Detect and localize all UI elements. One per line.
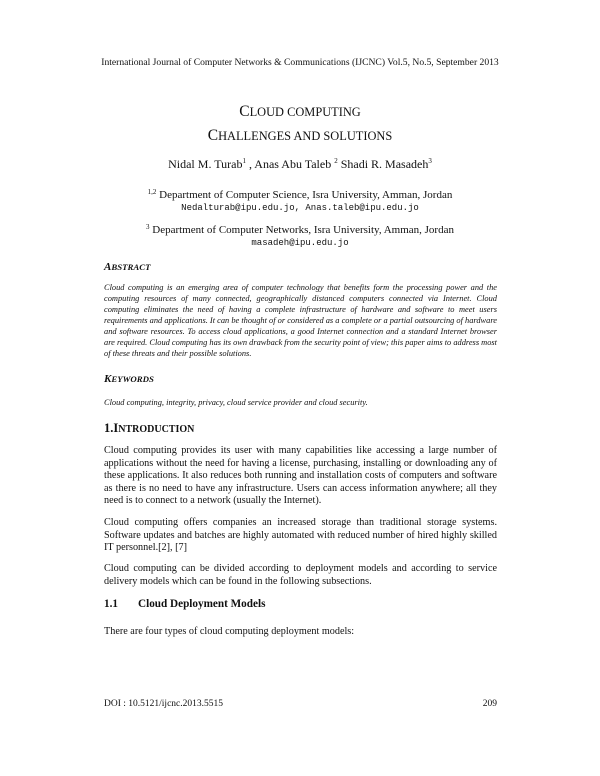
keywords-text: Cloud computing, integrity, privacy, cloud service provider and cloud security. <box>104 398 368 407</box>
affiliation-2: $^3$ Department of Computer Networks, Isra University, Amman, Jordan masadeh@ipu.edu.jo <box>0 221 600 250</box>
affiliation-1: $^{1,2}$ Department of Computer Science, Isra University, Amman, Jordan Nedalturab@ipu.edu.jo, Anas.taleb@ipu.edu.jo <box>0 186 600 215</box>
author-2: , Anas Abu Taleb <box>245 157 335 171</box>
title-line-1: CLOUD COMPUTING <box>239 103 361 120</box>
doi-label: DOI : 10.5121/ijcnc.2013.5515 <box>104 699 224 709</box>
subsection-heading: 1.1 Cloud Deployment Models <box>104 598 266 610</box>
affiliation-2-email: masadeh@ipu.edu.jo <box>251 238 349 248</box>
page-number: 209 <box>482 699 497 709</box>
subsection-text: There are four types of cloud computing deployment models: <box>104 626 355 637</box>
abstract-heading: ABSTRACT <box>104 261 151 273</box>
intro-paragraph-1: Cloud computing provides its user with many capabilities like accessing a large number of applications without the need for having a license, purchasing, installing or downloading any of these applications. It also reduces both running and installation costs of computers and software as there is no need to have any infrastructure. Users can access information anywhere; all they need is to connect to a network (usually the Internet). <box>104 445 497 507</box>
author-3: Shadi R. Masadeh <box>337 157 429 171</box>
keywords-heading: KEYWORDS <box>104 373 154 385</box>
author-1: Nidal M. Turab <box>168 157 243 171</box>
affiliation-1-email: Nedalturab@ipu.edu.jo, Anas.taleb@ipu.edu.jo <box>181 203 419 213</box>
author-list: Nidal M. Turab$^1$ , Anas Abu Taleb $^2$ Shadi R. Masadeh$^3$ <box>168 157 432 171</box>
journal-header: International Journal of Computer Networks & Communications (IJCNC) Vol.5, No.5, September 2013 <box>101 57 499 68</box>
paper-title <box>0 100 600 148</box>
page-footer <box>104 699 497 709</box>
intro-paragraph-3: Cloud computing can be divided according to deployment models and according to service delivery models which can be found in the following subsections. <box>104 563 497 587</box>
abstract-text: Cloud computing is an emerging area of computer technology that benefits form the processing power and the computing resources of many connected, geographically distanced computers connected via Internet. Cloud computing eliminates the need of having a complete infrastructure of hardware and software to meet users requirements and applications. It can be thought of or considered as a complete or a partial outsourcing of hardware and software resources. To access cloud applications, a good Internet connection and a standard Internet browser are required. Cloud computing has its own drawback from the security point of view; this paper aims to address most of these threats and their possible solutions. <box>104 283 497 358</box>
intro-paragraph-2: Cloud computing offers companies an increased storage than traditional storage systems. Software updates and batches are highly automated with reduced number of hired highly skilled IT personnel.[2], [7] <box>104 517 497 554</box>
title-line-2: CHALLENGES AND SOLUTIONS <box>207 127 393 144</box>
introduction-heading: 1.INTRODUCTION <box>104 421 195 435</box>
